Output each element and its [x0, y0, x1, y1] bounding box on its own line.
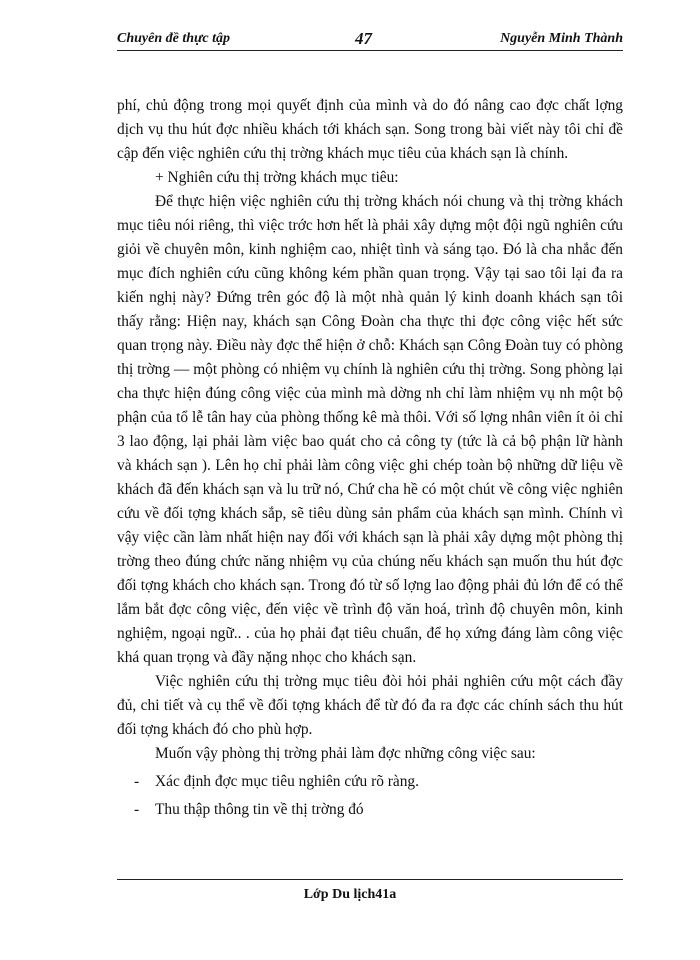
- section-heading: + Nghiên cứu thị trờng khách mục tiêu:: [155, 169, 399, 186]
- header-page-number: 47: [355, 29, 372, 48]
- paragraph-2: Để thực hiện việc nghiên cứu thị trờng khách nói chung và thị trờng khách mục tiêu nói riêng, thì việc trớc hơn hết là phải xây dựng một đội ngũ nghiên cứu giỏi về chuyên môn, kinh nghiệm cao, nhiệt tình và sáng tạo. Đó là cha nhắc đến mục đích nghiên cứu cũng không kém phần quan trọng. Vậy tại sao tôi lại đa ra kiến nghị này? Đứng trên góc độ là một nhà quản lý kinh doanh khách sạn tôi thấy rằng: Hiện nay, khách sạn Công Đoàn cha thực thi đợc công việc hết sức quan trọng này. Điều này đợc thể hiện ở chỗ: Khách sạn Công Đoàn tuy có phòng thị trờng — một phòng có nhiệm vụ chính là nghiên cứu thị trờng. Song phòng lại cha thực hiện đúng công việc của mình mà dờng nh chỉ làm nhiệm vụ nh một bộ phận của tổ lễ tân hay của phòng thống kê mà thôi. Với số lợng nhân viên ít ỏi chỉ 3 lao động, lại phải làm việc bao quát cho cả công ty (tức là cả bộ phận lữ hành và khách sạn ). Lên họ chỉ phải làm công việc ghi chép toàn bộ những dữ liệu về khách đã đến khách sạn và lu trữ nó, Chứ cha hề có một chút về công việc nghiên cứu về đối tợng khách sắp, sẽ tiêu dùng sản phẩm của khách sạn mình. Chính vì vậy việc cần làm nhất hiện nay đối với khách sạn là phải xây dựng một phòng thị trờng theo đúng chức năng nhiệm vụ của chúng nếu khách sạn muốn thu hút đợc đối tợng khách cho khách sạn. Trong đó từ số lợng lao động phải đủ lớn để có thể lắm bắt đợc công việc, đến việc về trình độ văn hoá, trình độ chuyên môn, kinh nghiệm, ngoại ngữ.. . của họ phải đạt tiêu chuẩn, để họ xứng đáng làm công việc khá quan trọng và đầy nặng nhọc cho khách sạn.: [117, 193, 623, 666]
- bullet-marker: -: [134, 773, 140, 790]
- page-header: [117, 29, 623, 51]
- header-author: Nguyễn Minh Thành: [500, 31, 623, 46]
- header-topic: Chuyên đề thực tập: [117, 31, 231, 46]
- bullet-text: Xác định đợc mục tiêu nghiên cứu rõ ràng.: [155, 773, 419, 790]
- header-rule: [117, 50, 623, 51]
- bullet-item: [117, 770, 623, 794]
- footer-rule: [117, 879, 623, 880]
- bullet-item: [117, 798, 623, 822]
- paragraph-4: Muốn vậy phòng thị trờng phải làm đợc những công việc sau:: [155, 745, 536, 762]
- bullet-marker: -: [134, 801, 140, 818]
- paragraph-3: Việc nghiên cứu thị trờng mục tiêu đòi hỏi phải nghiên cứu một cách đầy đủ, chi tiết và cụ thể về đối tợng khách để từ đó đa ra đợc các chính sách thu hút đối tợng khách đó cho phù hợp.: [117, 673, 623, 738]
- page-footer: Lớp Du lịch41a: [303, 887, 397, 902]
- bullet-text: Thu thập thông tin về thị trờng đó: [155, 801, 364, 818]
- paragraph-1: phí, chủ động trong mọi quyết định của mình và do đó nâng cao đợc chất lợng dịch vụ thu hút đợc nhiều khách tới khách sạn. Song trong bài viết này tôi chỉ đề cập đến việc nghiên cứu thị trờng khách mục tiêu của khách sạn là chính.: [117, 97, 623, 162]
- body-text: [117, 94, 623, 822]
